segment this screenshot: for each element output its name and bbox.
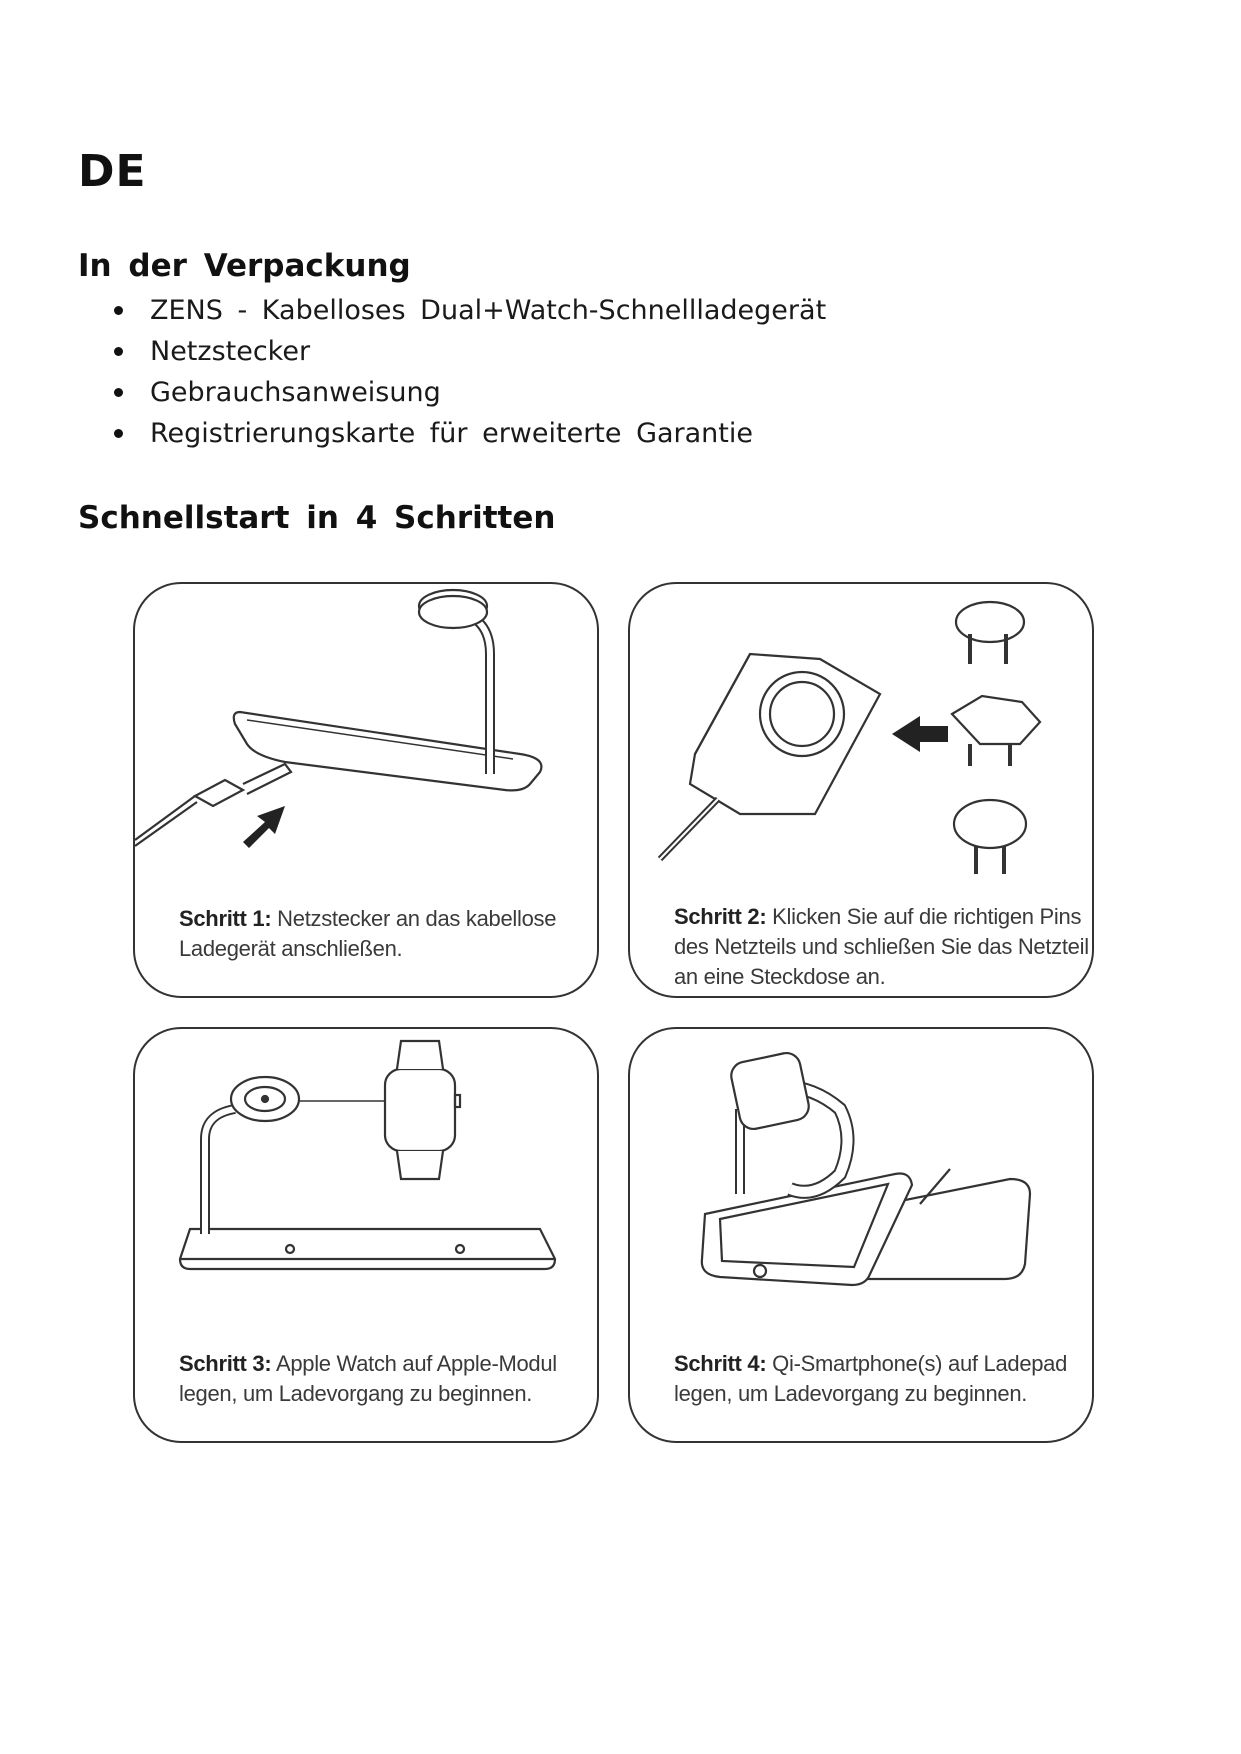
language-heading: DE	[78, 146, 147, 197]
charger-cable-illustration	[135, 584, 601, 884]
list-item: Registrierungskarte für erweiterte Garantie	[110, 413, 826, 454]
bullet-icon	[114, 388, 123, 397]
step-3-caption: Schritt 3: Apple Watch auf Apple-Modul legen, um Ladevorgang zu beginnen.	[179, 1351, 557, 1406]
bullet-icon	[114, 347, 123, 356]
package-contents-list	[110, 290, 826, 454]
step-2-caption: Schritt 2: Klicken Sie auf die richtigen Pins des Netzteils und schließen Sie das Netzteil an eine Steckdose an.	[674, 904, 1089, 989]
phone-charging-illustration	[630, 1029, 1096, 1329]
bullet-icon	[114, 429, 123, 438]
step-4-caption: Schritt 4: Qi-Smartphone(s) auf Ladepad legen, um Ladevorgang zu beginnen.	[674, 1351, 1068, 1406]
watch-module-illustration	[135, 1029, 601, 1329]
list-item: ZENS - Kabelloses Dual+Watch-Schnellladegerät	[110, 290, 826, 331]
package-contents-heading: In der Verpackung	[78, 248, 411, 284]
bullet-icon	[114, 306, 123, 315]
list-item: Netzstecker	[110, 331, 826, 372]
quickstart-heading: Schnellstart in 4 Schritten	[78, 500, 556, 536]
step-3-panel	[133, 1027, 599, 1443]
list-item: Gebrauchsanweisung	[110, 372, 826, 413]
step-2-panel	[628, 582, 1094, 998]
step-4-panel	[628, 1027, 1094, 1443]
step-1-caption: Schritt 1: Netzstecker an das kabellose Ladegerät anschließen.	[179, 906, 557, 961]
step-1-panel	[133, 582, 599, 998]
adapter-plugs-illustration	[630, 584, 1096, 884]
